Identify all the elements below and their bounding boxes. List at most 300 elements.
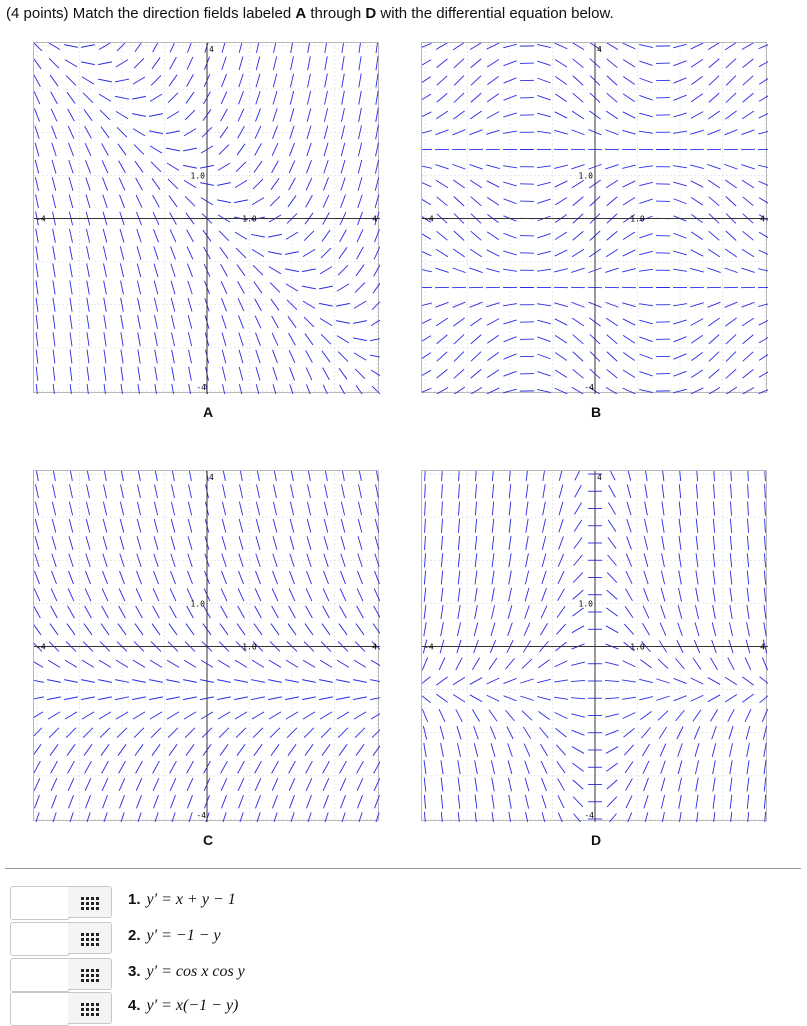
slope-segment xyxy=(82,712,94,719)
slope-segment xyxy=(743,93,754,102)
field-label-a: A xyxy=(188,404,228,420)
slope-segment xyxy=(169,75,177,86)
slope-segment xyxy=(223,384,226,394)
slope-segment xyxy=(221,778,227,791)
slope-segment xyxy=(149,697,163,700)
slope-segment xyxy=(323,195,329,208)
slope-segment xyxy=(356,385,364,394)
slope-segment xyxy=(273,91,277,104)
slope-segment xyxy=(322,230,330,241)
label-d-ref: D xyxy=(365,5,376,22)
slope-segment xyxy=(489,658,497,669)
slope-segment xyxy=(559,536,564,549)
answer-picker-button-4[interactable] xyxy=(68,992,112,1024)
answer-input-1[interactable] xyxy=(10,886,70,920)
slope-segment xyxy=(708,695,720,702)
slope-segment xyxy=(166,148,180,151)
slope-segment xyxy=(187,43,192,53)
slope-segment xyxy=(640,660,651,668)
slope-segment xyxy=(725,249,736,257)
slope-segment xyxy=(251,697,265,700)
slope-segment xyxy=(437,93,448,102)
slope-segment xyxy=(188,519,192,533)
slope-segment xyxy=(555,77,566,85)
slope-segment xyxy=(359,56,361,70)
slope-segment xyxy=(306,761,313,773)
slope-segment xyxy=(87,315,89,329)
slope-segment xyxy=(622,680,636,682)
slope-segment xyxy=(373,624,380,635)
slope-segment xyxy=(102,761,109,773)
slope-segment xyxy=(186,744,194,755)
answer-input-2[interactable] xyxy=(10,922,70,956)
slope-segment xyxy=(70,367,72,381)
slope-segment xyxy=(338,265,348,275)
slope-segment xyxy=(542,812,546,822)
slope-segment xyxy=(691,197,703,205)
tick-label-one-y: 1.0 xyxy=(191,599,206,608)
slope-segment xyxy=(731,471,732,481)
slope-segment xyxy=(271,624,279,635)
slope-segment xyxy=(609,485,616,497)
slope-segment xyxy=(87,332,89,346)
slope-segment xyxy=(86,519,90,533)
slope-segment xyxy=(252,249,264,256)
slope-segment xyxy=(34,744,41,755)
equation-3 xyxy=(128,963,245,981)
slope-segment xyxy=(68,778,74,791)
slope-segment xyxy=(695,623,699,636)
slope-segment xyxy=(623,112,635,118)
slope-segment xyxy=(486,303,499,307)
slope-segment xyxy=(70,332,72,346)
slope-segment xyxy=(238,795,243,808)
slope-segment xyxy=(743,76,753,85)
slope-segment xyxy=(187,230,194,242)
slope-segment xyxy=(555,197,567,205)
grid-dots-icon xyxy=(81,1003,98,1016)
slope-segment xyxy=(370,338,380,341)
slope-segment xyxy=(764,536,765,550)
question-prefix: Match the direction fields labeled xyxy=(73,5,291,22)
slope-segment xyxy=(172,471,175,481)
slope-segment xyxy=(238,571,243,584)
slope-segment xyxy=(538,660,549,668)
slope-segment xyxy=(747,519,748,533)
equation-1 xyxy=(128,891,236,909)
slope-segment xyxy=(454,334,464,344)
slope-segment xyxy=(472,658,479,670)
slope-segment xyxy=(222,536,226,549)
slope-segment xyxy=(256,74,260,87)
slope-segment xyxy=(239,519,243,533)
slope-segment xyxy=(53,367,55,381)
slope-segment xyxy=(559,471,562,481)
slope-segment xyxy=(537,320,551,324)
slope-segment xyxy=(354,660,366,667)
slope-segment xyxy=(436,249,448,256)
slope-segment xyxy=(696,502,697,516)
slope-segment xyxy=(458,519,459,533)
slope-segment xyxy=(152,58,160,69)
slope-segment xyxy=(168,728,178,738)
slope-segment xyxy=(189,471,192,481)
slope-segment xyxy=(272,161,279,173)
slope-segment xyxy=(273,812,277,822)
slope-segment xyxy=(69,519,73,533)
slope-segment xyxy=(137,812,141,822)
slope-segment xyxy=(571,165,584,169)
slope-segment xyxy=(238,281,245,293)
slope-segment xyxy=(522,711,532,721)
slope-segment xyxy=(341,502,344,516)
slope-segment xyxy=(725,180,736,188)
slope-segment xyxy=(574,520,582,532)
slope-segment xyxy=(691,250,703,256)
slope-segment xyxy=(170,57,177,69)
tick-label-one-x: 1.0 xyxy=(242,643,257,652)
slope-segment xyxy=(725,677,737,685)
slope-segment xyxy=(742,180,754,187)
slope-segment xyxy=(372,386,380,394)
slope-segment xyxy=(747,605,749,619)
slope-segment xyxy=(104,315,106,329)
slope-segment xyxy=(170,795,175,808)
slope-segment xyxy=(336,321,350,324)
slope-segment xyxy=(136,761,143,773)
slope-segment xyxy=(102,571,107,584)
slope-segment xyxy=(99,94,111,101)
slope-segment xyxy=(605,662,619,665)
slope-segment xyxy=(492,795,494,809)
slope-segment xyxy=(492,519,494,533)
tick-label-bottom: -4 xyxy=(584,383,594,392)
slope-segment xyxy=(217,183,231,186)
slope-segment xyxy=(323,795,328,808)
slope-segment xyxy=(525,778,529,791)
slope-segment xyxy=(358,812,362,822)
slope-segment xyxy=(645,502,648,516)
slope-segment xyxy=(437,76,447,85)
slope-segment xyxy=(524,623,530,636)
tick-label-bottom: -4 xyxy=(196,383,206,392)
slope-segment xyxy=(458,588,460,602)
slope-segment xyxy=(270,196,280,206)
slope-segment xyxy=(422,232,431,239)
slope-segment xyxy=(66,76,76,86)
slope-segment xyxy=(471,231,482,240)
slope-segment xyxy=(103,519,107,533)
tick-label-right: 4 xyxy=(372,643,377,652)
slope-segment xyxy=(442,471,443,481)
slope-segment xyxy=(759,198,768,205)
slope-segment xyxy=(103,812,107,822)
slope-segment xyxy=(308,471,311,481)
slope-segment xyxy=(730,605,732,619)
slope-segment xyxy=(759,250,768,256)
slope-segment xyxy=(308,56,311,70)
slope-segment xyxy=(219,231,229,241)
slope-segment xyxy=(69,554,73,567)
slope-segment xyxy=(453,318,464,326)
slope-segment xyxy=(730,536,731,550)
slope-segment xyxy=(659,727,666,739)
slope-segment xyxy=(187,761,194,773)
slope-segment xyxy=(458,571,460,585)
slope-segment xyxy=(102,606,109,618)
slope-segment xyxy=(456,709,462,721)
slope-segment xyxy=(607,352,617,361)
slope-segment xyxy=(747,588,749,602)
slope-segment xyxy=(252,660,264,667)
slope-segment xyxy=(526,536,529,550)
slope-segment xyxy=(627,484,631,498)
slope-segment xyxy=(623,77,634,85)
slope-segment xyxy=(673,182,686,186)
slope-segment xyxy=(623,250,636,256)
slope-segment xyxy=(571,268,584,272)
slope-segment xyxy=(656,696,669,700)
slope-segment xyxy=(713,588,715,602)
slope-segment xyxy=(679,812,681,822)
slope-segment xyxy=(104,298,107,312)
slope-segment xyxy=(136,778,142,791)
slope-segment xyxy=(674,78,687,83)
slope-segment xyxy=(713,760,716,774)
slope-segment xyxy=(268,234,282,237)
slope-segment xyxy=(622,130,635,134)
slope-segment xyxy=(167,163,179,170)
slope-segment xyxy=(758,269,768,272)
match-row-2 xyxy=(10,922,790,956)
slope-segment xyxy=(271,744,279,755)
slope-segment xyxy=(138,484,141,498)
slope-segment xyxy=(357,795,362,808)
slope-segment xyxy=(342,471,345,481)
slope-segment xyxy=(69,536,73,549)
slope-segment xyxy=(691,370,703,378)
slope-segment xyxy=(662,484,664,498)
slope-segment xyxy=(339,247,347,258)
slope-segment xyxy=(325,471,328,481)
slope-segment xyxy=(256,812,260,822)
slope-segment xyxy=(172,350,175,364)
slope-segment xyxy=(574,537,582,548)
match-row-4 xyxy=(10,992,790,1026)
slope-segment xyxy=(137,554,141,567)
slope-segment xyxy=(471,93,481,102)
slope-segment xyxy=(102,778,108,791)
slope-segment xyxy=(491,760,494,774)
slope-segment xyxy=(624,745,633,755)
slope-segment xyxy=(238,109,244,122)
slope-segment xyxy=(538,711,549,719)
field-plot-svg xyxy=(34,43,380,394)
slope-segment xyxy=(337,660,349,667)
slope-segment xyxy=(624,624,633,634)
slope-segment xyxy=(303,249,315,256)
slope-segment xyxy=(152,624,160,635)
slope-segment xyxy=(559,502,563,515)
slope-segment xyxy=(572,763,583,771)
answer-picker-button-1[interactable] xyxy=(68,886,112,918)
slope-segment xyxy=(526,519,528,533)
slope-segment xyxy=(320,318,332,325)
slope-segment xyxy=(470,387,482,394)
slope-segment xyxy=(336,697,350,700)
points-label: (4 points) xyxy=(6,5,69,22)
slope-segment xyxy=(240,484,243,498)
slope-segment xyxy=(154,536,158,549)
tick-label-one-y: 1.0 xyxy=(191,171,206,180)
slope-segment xyxy=(509,812,511,822)
slope-segment xyxy=(53,384,55,394)
slope-segment xyxy=(622,269,636,272)
slope-segment xyxy=(154,281,158,295)
slope-segment xyxy=(422,112,431,118)
slope-segment xyxy=(47,680,61,683)
slope-segment xyxy=(436,387,448,394)
slope-segment xyxy=(257,484,260,498)
slope-segment xyxy=(725,318,736,326)
grid-dots-icon xyxy=(81,897,98,910)
direction-field-c xyxy=(33,470,379,821)
tick-label-top: 4 xyxy=(209,45,214,54)
slope-segment xyxy=(453,249,464,257)
slope-segment xyxy=(236,162,246,172)
slope-segment xyxy=(170,43,176,52)
answer-input-3[interactable] xyxy=(10,958,70,992)
slope-segment xyxy=(120,519,124,533)
slope-segment xyxy=(454,231,464,240)
slope-segment xyxy=(712,622,715,636)
slope-segment xyxy=(98,79,112,82)
slope-segment xyxy=(320,660,332,667)
slope-segment xyxy=(86,177,90,190)
slope-segment xyxy=(69,502,72,516)
slope-segment xyxy=(319,697,333,700)
slope-segment xyxy=(639,61,652,65)
slope-segment xyxy=(102,143,109,155)
tick-label-bottom: -4 xyxy=(196,811,206,820)
slope-segment xyxy=(68,143,73,156)
slope-segment xyxy=(371,318,380,325)
slope-segment xyxy=(691,112,703,119)
slope-segment xyxy=(166,697,180,700)
slope-segment xyxy=(556,624,565,634)
slope-segment xyxy=(302,680,316,683)
slope-segment xyxy=(573,335,584,344)
slope-segment xyxy=(454,369,464,378)
slope-segment xyxy=(353,321,367,324)
answer-picker-button-2[interactable] xyxy=(68,922,112,954)
slope-segment xyxy=(555,94,567,102)
slope-segment xyxy=(169,624,177,635)
slope-segment xyxy=(308,43,311,53)
slope-segment xyxy=(642,744,649,756)
answer-picker-button-3[interactable] xyxy=(68,958,112,990)
slope-segment xyxy=(492,502,493,516)
slope-segment xyxy=(353,680,367,683)
slope-segment xyxy=(374,264,380,276)
slope-segment xyxy=(695,760,698,774)
slope-segment xyxy=(747,622,750,636)
slope-segment xyxy=(70,471,73,481)
slope-segment xyxy=(574,814,583,822)
tick-label-top: 4 xyxy=(597,473,602,482)
slope-segment xyxy=(49,58,59,68)
slope-segment xyxy=(725,387,737,394)
slope-segment xyxy=(606,626,618,633)
slope-segment xyxy=(340,195,345,208)
slope-segment xyxy=(358,502,361,516)
slope-segment xyxy=(235,660,247,667)
answer-input-4[interactable] xyxy=(10,992,70,1026)
slope-segment xyxy=(337,284,349,291)
slope-segment xyxy=(342,74,345,88)
slope-segment xyxy=(508,743,513,756)
slope-segment xyxy=(639,251,653,254)
slope-segment xyxy=(441,778,443,792)
slope-segment xyxy=(153,606,160,618)
question-through: through xyxy=(310,5,361,22)
slope-segment xyxy=(304,317,314,327)
tick-label-one-x: 1.0 xyxy=(242,215,257,224)
slope-segment xyxy=(70,484,73,498)
slope-segment xyxy=(370,680,380,683)
slope-segment xyxy=(135,744,143,755)
slope-segment xyxy=(661,588,665,601)
equation-2 xyxy=(128,927,221,945)
slope-segment xyxy=(640,711,651,719)
slope-segment xyxy=(760,694,768,703)
slope-segment xyxy=(171,536,175,549)
slope-segment xyxy=(555,319,567,325)
grid-dots-icon xyxy=(81,933,98,946)
slope-segment xyxy=(239,57,243,70)
slope-segment xyxy=(639,320,653,324)
slope-segment xyxy=(422,198,431,205)
slope-segment xyxy=(238,778,244,791)
slope-segment xyxy=(155,367,157,381)
slope-segment xyxy=(555,353,566,361)
slope-segment xyxy=(422,77,431,85)
slope-segment xyxy=(221,264,228,276)
slope-segment xyxy=(85,761,92,773)
slope-segment xyxy=(273,367,277,380)
slope-segment xyxy=(760,677,768,686)
slope-segment xyxy=(607,59,618,68)
slope-segment xyxy=(222,519,226,533)
slope-segment xyxy=(305,334,313,345)
slope-segment xyxy=(306,350,313,362)
slope-segment xyxy=(53,281,55,295)
slope-segment xyxy=(441,795,442,809)
slope-segment xyxy=(286,660,298,667)
slope-segment xyxy=(457,726,461,739)
slope-segment xyxy=(306,384,311,394)
slope-segment xyxy=(537,372,550,376)
slope-segment xyxy=(222,350,226,364)
slope-segment xyxy=(306,795,311,808)
slope-segment xyxy=(639,95,652,100)
slope-segment xyxy=(100,110,110,120)
slope-segment xyxy=(541,761,547,774)
slope-segment xyxy=(543,471,545,481)
slope-segment xyxy=(696,484,697,498)
slope-segment xyxy=(607,797,617,807)
slope-segment xyxy=(256,350,260,363)
